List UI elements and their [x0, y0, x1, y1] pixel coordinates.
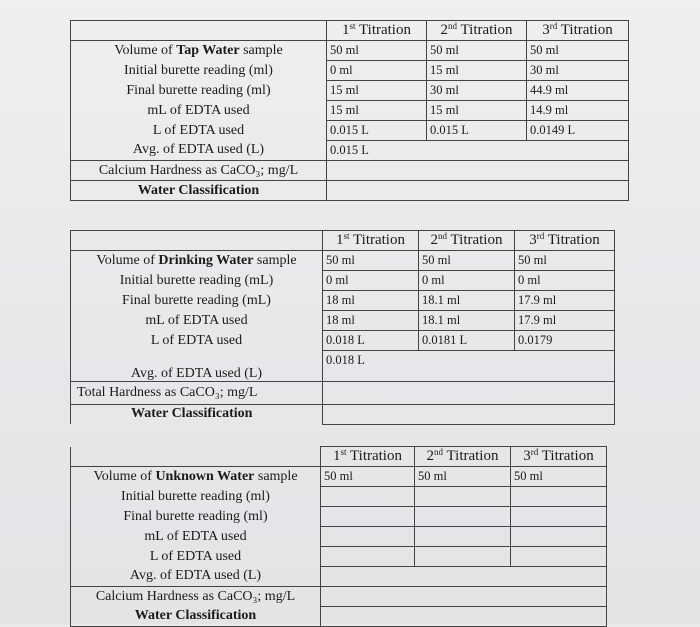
cell-titration-1 [321, 487, 415, 507]
row-label: Final burette reading (ml) [71, 81, 327, 101]
cell-average: 0.015 L [327, 141, 629, 161]
cell-titration-3: 0.0179 [515, 331, 615, 351]
corner-cell [71, 231, 323, 251]
row-label: Water Classification [71, 404, 323, 424]
cell-titration-2: 50 ml [415, 467, 511, 487]
table-row [71, 141, 629, 161]
header-row [71, 231, 615, 251]
cell-titration-1: 15 ml [327, 101, 427, 121]
row-label: Avg. of EDTA used (L) [71, 567, 321, 587]
table-row [71, 81, 629, 101]
cell-titration-2: 0.015 L [427, 121, 527, 141]
cell-titration-3: 50 ml [527, 41, 629, 61]
cell-titration-1: 0.015 L [327, 121, 427, 141]
corner-cell [71, 447, 321, 467]
header-row [71, 21, 629, 41]
header-titration-1: 1st Titration [327, 21, 427, 41]
cell-titration-2: 50 ml [419, 251, 515, 271]
table-row [71, 567, 607, 587]
cell-titration-3: 14.9 ml [527, 101, 629, 121]
table-row [71, 467, 607, 487]
cell-average [321, 567, 607, 587]
cell-titration-2: 15 ml [427, 101, 527, 121]
table-row [71, 121, 629, 141]
row-label: Initial burette reading (ml) [71, 487, 321, 507]
header-titration-3: 3rd Titration [511, 447, 607, 467]
row-label: L of EDTA used [71, 121, 327, 141]
row-label: Water Classification [71, 607, 321, 627]
cell-result [323, 381, 615, 404]
table-row [71, 41, 629, 61]
cell-titration-2: 18.1 ml [419, 311, 515, 331]
table-row [71, 161, 629, 181]
table-row [71, 181, 629, 201]
cell-result [327, 161, 629, 181]
table-row [71, 251, 615, 271]
table-row [71, 507, 607, 527]
row-label: Total Hardness as CaCO₃; mg/L [71, 381, 323, 404]
cell-titration-3: 50 ml [511, 467, 607, 487]
cell-average: 0.018 L [323, 351, 615, 382]
row-label: mL of EDTA used [71, 527, 321, 547]
cell-titration-2: 30 ml [427, 81, 527, 101]
cell-titration-2 [415, 507, 511, 527]
cell-titration-3: 0 ml [515, 271, 615, 291]
row-label: Initial burette reading (ml) [71, 61, 327, 81]
unknown-water-table [70, 446, 607, 627]
cell-titration-1 [321, 507, 415, 527]
table-row [71, 271, 615, 291]
cell-titration-3: 44.9 ml [527, 81, 629, 101]
cell-titration-2: 0 ml [419, 271, 515, 291]
header-row [71, 447, 607, 467]
cell-titration-2: 50 ml [427, 41, 527, 61]
row-label: Final burette reading (ml) [71, 507, 321, 527]
cell-titration-2 [415, 487, 511, 507]
cell-titration-1: 0 ml [327, 61, 427, 81]
row-label: Calcium Hardness as CaCO₃; mg/L [71, 587, 321, 607]
cell-titration-1: 50 ml [323, 251, 419, 271]
row-label: Volume of Tap Water sample [71, 41, 327, 61]
table-row [71, 527, 607, 547]
table-row [71, 331, 615, 351]
row-label: Water Classification [71, 181, 327, 201]
cell-classification [323, 404, 615, 424]
table-row [71, 547, 607, 567]
cell-titration-3: 17.9 ml [515, 291, 615, 311]
table-row [71, 404, 615, 424]
cell-result [321, 587, 607, 607]
row-label: Avg. of EDTA used (L) [71, 141, 327, 161]
cell-titration-1: 0.018 L [323, 331, 419, 351]
drinking-water-table [70, 230, 615, 425]
cell-titration-1: 0 ml [323, 271, 419, 291]
cell-titration-1: 50 ml [321, 467, 415, 487]
cell-titration-1 [321, 547, 415, 567]
cell-titration-1 [321, 527, 415, 547]
header-titration-2: 2nd Titration [427, 21, 527, 41]
header-titration-1: 1st Titration [321, 447, 415, 467]
row-label: Final burette reading (mL) [71, 291, 323, 311]
row-label: Initial burette reading (mL) [71, 271, 323, 291]
table-row [71, 311, 615, 331]
row-label: L of EDTA used [71, 547, 321, 567]
cell-classification [327, 181, 629, 201]
header-titration-3: 3rd Titration [527, 21, 629, 41]
cell-titration-2 [415, 547, 511, 567]
cell-titration-2: 18.1 ml [419, 291, 515, 311]
row-label: mL of EDTA used [71, 311, 323, 331]
cell-titration-3: 50 ml [515, 251, 615, 271]
cell-titration-1: 50 ml [327, 41, 427, 61]
cell-titration-3 [511, 527, 607, 547]
header-titration-2: 2nd Titration [419, 231, 515, 251]
table-row [71, 291, 615, 311]
cell-titration-3: 30 ml [527, 61, 629, 81]
cell-titration-3 [511, 547, 607, 567]
cell-titration-3: 0.0149 L [527, 121, 629, 141]
corner-cell [71, 21, 327, 41]
cell-titration-2 [415, 527, 511, 547]
cell-titration-2: 15 ml [427, 61, 527, 81]
table-row [71, 587, 607, 607]
row-label: Calcium Hardness as CaCO₃; mg/L [71, 161, 327, 181]
row-label: L of EDTA used [71, 331, 323, 351]
table-row [71, 351, 615, 382]
cell-titration-1: 18 ml [323, 291, 419, 311]
cell-titration-3 [511, 487, 607, 507]
table-row [71, 61, 629, 81]
row-label: Volume of Drinking Water sample [71, 251, 323, 271]
tap-water-table [70, 20, 629, 201]
header-titration-1: 1st Titration [323, 231, 419, 251]
cell-titration-2: 0.0181 L [419, 331, 515, 351]
cell-titration-3 [511, 507, 607, 527]
table-row [71, 381, 615, 404]
header-titration-2: 2nd Titration [415, 447, 511, 467]
cell-titration-1: 18 ml [323, 311, 419, 331]
row-label: Volume of Unknown Water sample [71, 467, 321, 487]
header-titration-3: 3rd Titration [515, 231, 615, 251]
cell-titration-1: 15 ml [327, 81, 427, 101]
row-label: Avg. of EDTA used (L) [71, 351, 323, 382]
cell-titration-3: 17.9 ml [515, 311, 615, 331]
table-row [71, 487, 607, 507]
row-label: mL of EDTA used [71, 101, 327, 121]
table-row [71, 101, 629, 121]
